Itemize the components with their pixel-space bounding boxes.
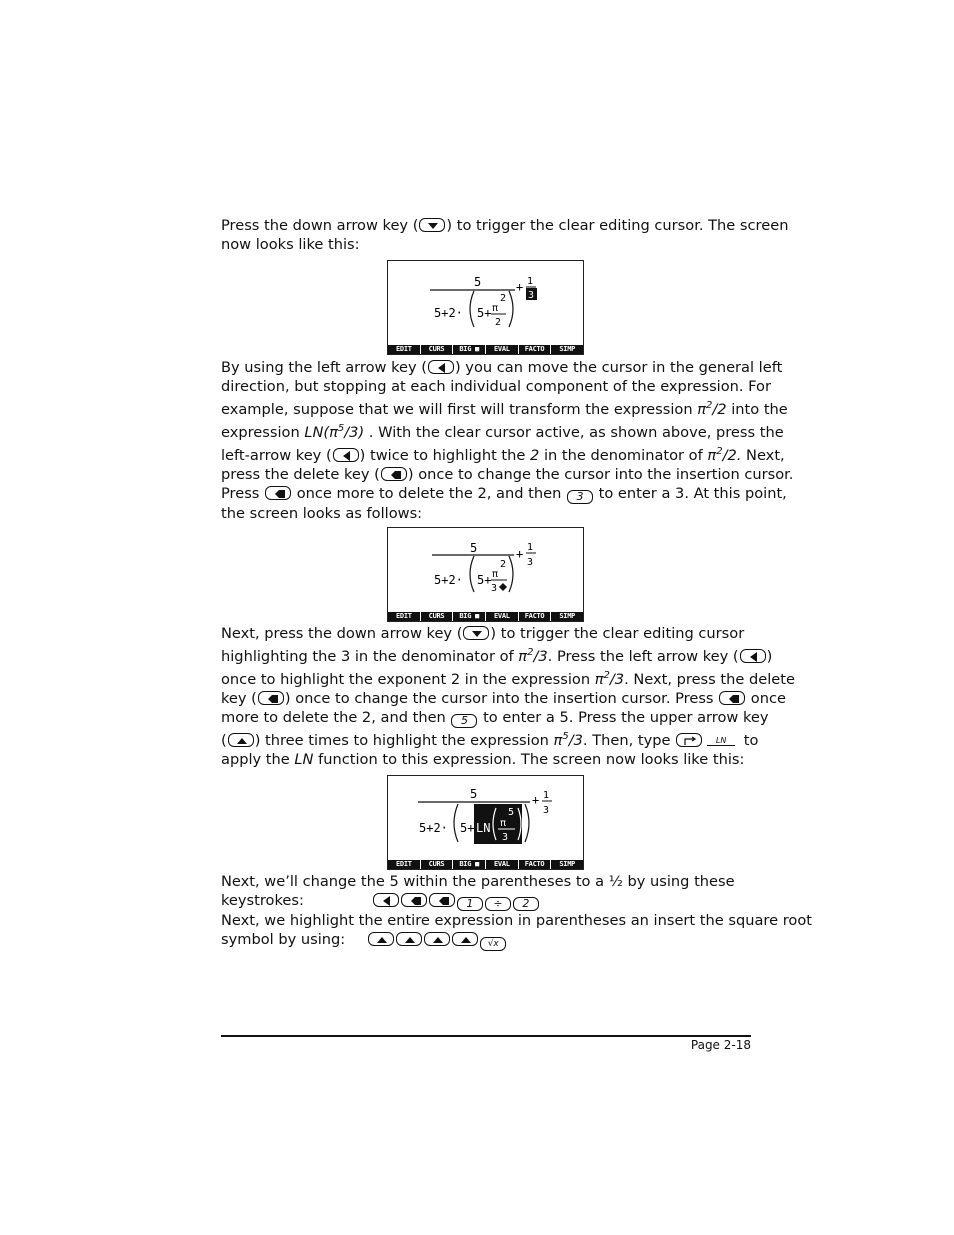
up-arrow-key-icon [452, 932, 478, 946]
text: function to this expression. The screen now looks like this: [313, 751, 745, 768]
delete-key-icon [719, 691, 745, 705]
denominator: 3 [502, 832, 509, 843]
paragraph-4 [221, 872, 812, 951]
text: ) to trigger the clear editing cursor [490, 625, 745, 642]
text: By using the left arrow key ( [221, 359, 427, 376]
text: ) [766, 648, 773, 665]
text: more to delete the 2, and then [221, 709, 451, 726]
menu-simp: SIMP [551, 860, 583, 869]
text: LN [294, 751, 314, 768]
delete-key-icon [265, 486, 291, 500]
text: now looks like this: [221, 236, 360, 253]
exponent: 5 [508, 807, 515, 818]
text: once more to delete the 2, and then [292, 485, 566, 502]
text: to enter a 5. Press the upper arrow key [478, 709, 769, 726]
softkey-menu [388, 345, 583, 354]
exponent: 2 [527, 647, 534, 659]
menu-eval: EVAL [486, 345, 518, 354]
menu-edit: EDIT [388, 860, 420, 869]
delete-key-icon [401, 893, 427, 907]
calculator-screen-3 [387, 775, 584, 870]
text: /2. [722, 447, 742, 464]
text: apply the [221, 751, 295, 768]
text: highlighting the 3 in the denominator of [221, 648, 519, 665]
calculator-screen-1 [387, 260, 584, 355]
delete-key-icon [381, 467, 407, 481]
menu-big: BIG ■ [453, 860, 485, 869]
text: Next, we’ll change the 5 within the parentheses to a ½ by using these [221, 873, 735, 890]
fraction-numerator: 1 [527, 542, 534, 553]
down-arrow-key-icon [463, 626, 489, 640]
exponent: 2 [716, 446, 723, 458]
inner-sum: 5+ [460, 821, 475, 835]
exponent: 2 [500, 559, 507, 570]
menu-eval: EVAL [486, 860, 518, 869]
fraction-denominator: 3 [543, 805, 550, 816]
text: symbol by using: [221, 931, 346, 948]
menu-simp: SIMP [551, 612, 583, 621]
text: /3) [344, 424, 365, 441]
menu-facto: FACTO [519, 612, 551, 621]
menu-curs: CURS [421, 345, 453, 354]
down-arrow-key-icon [419, 218, 445, 232]
pi-symbol: π [553, 732, 563, 749]
text: . Press the left arrow key ( [547, 648, 739, 665]
text: ) twice to highlight the [359, 447, 531, 464]
exponent: 2 [500, 293, 507, 304]
text: /3 [568, 732, 583, 749]
pi-symbol: π [697, 401, 707, 418]
text: key ( [221, 690, 257, 707]
text: keystrokes: [221, 892, 304, 909]
menu-big: BIG ■ [453, 612, 485, 621]
exponent: 2 [603, 670, 610, 682]
paragraph-2 [221, 358, 794, 523]
menu-facto: FACTO [519, 345, 551, 354]
inner-sum: 5+ [477, 306, 492, 320]
right-shift-key-icon [676, 733, 702, 747]
numerator: 5 [470, 541, 478, 555]
numerator: 5 [470, 787, 478, 801]
text: ) once to change the cursor into the insertion cursor. [407, 466, 794, 483]
expression-text: 5+2· [434, 573, 463, 587]
text: Next, press the down arrow key ( [221, 625, 463, 642]
divide-key: ÷ [485, 897, 511, 911]
number-key-1: 1 [457, 897, 483, 911]
text: . Next, press the delete [624, 671, 795, 688]
menu-edit: EDIT [388, 345, 420, 354]
expression-text: 5+2· [419, 821, 448, 835]
paragraph-1 [221, 216, 789, 254]
text: ) once to change the cursor into the insertion cursor. Press [284, 690, 719, 707]
pi-symbol: π [594, 671, 604, 688]
left-arrow-key-icon [428, 360, 454, 374]
text: left-arrow key ( [221, 447, 332, 464]
text: . Then, type [582, 732, 676, 749]
text: . With the clear cursor active, as shown above, press the [364, 424, 784, 441]
softkey-menu [388, 860, 583, 869]
denominator: 2 [495, 317, 502, 328]
up-arrow-key-icon [368, 932, 394, 946]
menu-edit: EDIT [388, 612, 420, 621]
inner-sum: 5+ [477, 573, 492, 587]
exponent: 5 [562, 731, 569, 743]
ln-function: LN [476, 821, 491, 835]
square-root-key-icon: √x [480, 937, 506, 951]
menu-facto: FACTO [519, 860, 551, 869]
fraction-numerator: 1 [527, 276, 534, 287]
text: ) to trigger the clear editing cursor. The screen [446, 217, 789, 234]
text: to enter a 3. At this point, [593, 485, 787, 502]
text: Press [221, 485, 265, 502]
menu-simp: SIMP [551, 345, 583, 354]
text: expression [221, 424, 305, 441]
text: LN(π [304, 424, 338, 441]
pi-symbol: π [500, 818, 507, 829]
text: Next, we highlight the entire expression in parentheses an insert the square root [221, 912, 812, 929]
plus-sign: + [516, 547, 524, 561]
text: in the denominator of [539, 447, 708, 464]
softkey-menu [388, 612, 583, 621]
text: Press the down arrow key ( [221, 217, 419, 234]
text: ) three times to highlight the expression [254, 732, 554, 749]
menu-big: BIG ■ [453, 345, 485, 354]
text: 2 [530, 447, 540, 464]
up-arrow-key-icon [424, 932, 450, 946]
fraction-numerator: 1 [543, 790, 550, 801]
fraction-denominator: 3 [528, 290, 535, 301]
numerator: 5 [474, 275, 482, 289]
text: to [739, 732, 759, 749]
delete-key-icon [258, 691, 284, 705]
text: /2 [712, 401, 727, 418]
up-arrow-key-icon [396, 932, 422, 946]
text: Next, [741, 447, 785, 464]
left-arrow-key-icon [740, 649, 766, 663]
text: press the delete key ( [221, 466, 380, 483]
left-arrow-key-icon [333, 448, 359, 462]
text: /3 [609, 671, 625, 688]
ln-key-label: LN [707, 736, 735, 746]
pi-symbol: π [492, 569, 499, 580]
delete-key-icon [429, 893, 455, 907]
text: direction, but stopping at each individual component of the expression. For [221, 378, 771, 395]
up-arrow-key-icon [228, 733, 254, 747]
menu-eval: EVAL [486, 612, 518, 621]
text: /3 [533, 648, 548, 665]
calculator-screen-2 [387, 527, 584, 622]
menu-curs: CURS [421, 860, 453, 869]
text: example, suppose that we will first will transform the expression [221, 401, 698, 418]
paragraph-3 [221, 624, 795, 769]
text: the screen looks as follows: [221, 505, 423, 522]
footer-rule [221, 1035, 751, 1037]
exponent: 5 [337, 423, 345, 435]
plus-sign: + [532, 793, 540, 807]
insertion-cursor [499, 583, 507, 591]
pi-symbol: π [707, 447, 717, 464]
number-key-3: 3 [567, 490, 593, 504]
denominator: 3 [491, 583, 498, 594]
text: ( [221, 732, 227, 749]
pi-symbol: π [518, 648, 528, 665]
number-key-5: 5 [451, 714, 477, 728]
page-number: Page 2-18 [690, 1038, 751, 1052]
number-key-2: 2 [513, 897, 539, 911]
exponent: 2 [706, 400, 713, 412]
text: into the [726, 401, 788, 418]
expression-text: 5+2· [434, 306, 463, 320]
pi-symbol: π [492, 303, 499, 314]
left-arrow-key-icon [373, 893, 399, 907]
fraction-denominator: 3 [527, 557, 534, 568]
text: ) you can move the cursor in the general left [454, 359, 783, 376]
text: once to highlight the exponent 2 in the expression [221, 671, 595, 688]
plus-sign: + [516, 280, 524, 294]
menu-curs: CURS [421, 612, 453, 621]
text: once [746, 690, 786, 707]
